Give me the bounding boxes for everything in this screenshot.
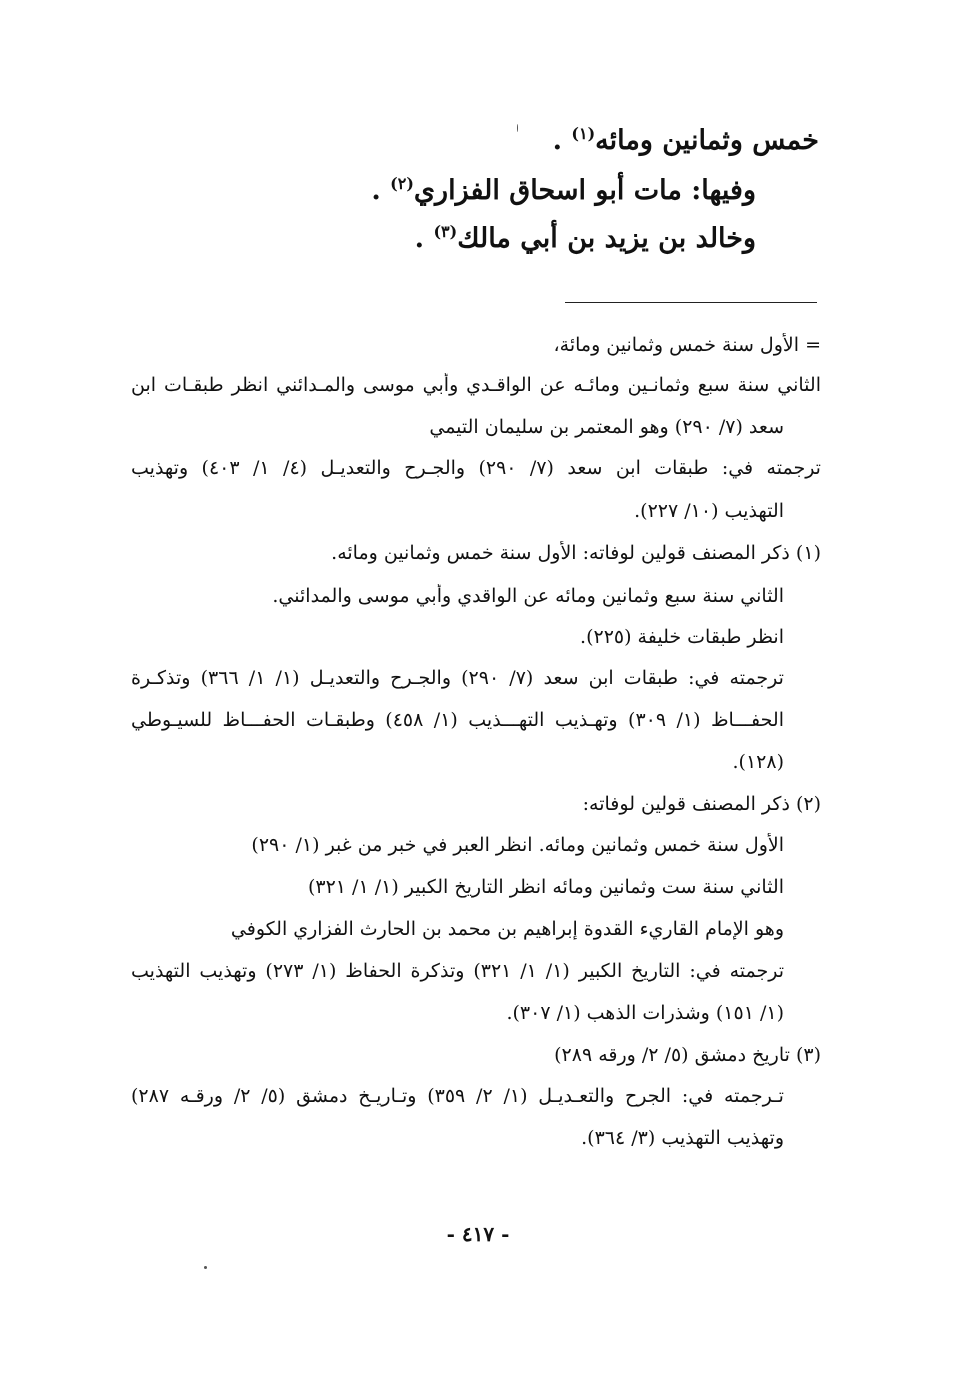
main-line-3 [415,206,756,265]
footnote-ref-2: (٢) [390,174,414,193]
fn1-line-6: (١٢٨). [732,751,784,773]
main-line-1-text: خمس وثمانين ومائه [595,125,819,156]
main-line-2-end: . [371,175,391,206]
scan-speck [204,1266,207,1269]
fn2-line-1: (٢) ذكر المصنف قولين لوفاته: [582,793,821,815]
main-line-1-end: . [552,125,572,156]
scan-speck [517,124,518,132]
fn3-line-3: وتهذيب التهذيب (٣/ ٣٦٤). [581,1127,784,1149]
fn-cont-line-2: الثاني سنة سبع وثمانـين ومائـه عن الواقـدي وأبي موسى والمـدائني انظر طبقـات ابن [131,374,821,396]
footnote-ref-3: (٣) [433,222,458,241]
main-line-3-end: . [414,223,434,254]
fn-cont-line-1: = الأول سنة خمس وثمانين ومائة، [553,334,821,356]
fn1-line-3: انظر طبقات خليفة (٢٢٥). [580,626,784,648]
fn1-line-2: الثاني سنة سبع وثمانين ومائه عن الواقدي وأبي موسى والمدائني. [272,585,784,607]
fn-cont-line-3: سعد (٧/ ٢٩٠) وهو المعتمر بن سليمان التيمي [429,416,784,438]
footnote-ref-1: (١) [571,124,596,143]
fn2-line-6: (١/ ١٥١) وشذرات الذهب (١/ ٣٠٧). [506,1002,784,1024]
fn3-line-2: تـرجمته في: الجرح والتعـديـل (١/ ٢/ ٣٥٩) وتـاريـخ دمشق (٥/ ٢/ ورقـه ٢٨٧) [131,1085,784,1107]
fn-cont-line-4: ترجمته في: طبقات ابن سعد (٧/ ٢٩٠) والجـرح والتعديـل (٤/ ١/ ٤٠٣) وتهذيب [131,457,821,479]
fn2-line-4: وهو الإمام القاريء القدوة إبراهيم بن محمد بن الحارث الفزاري الكوفي [230,918,784,940]
fn1-line-5: الحفـــاظ (١/ ٣٠٩) وتهـذيب التهـــذيب (١/ ٤٥٨) وطبقـات الحفـــاظ للسيـوطي [131,709,784,731]
fn2-line-3: الثاني سنة ست وثمانين ومائه انظر التاريخ الكبير (١/ ١/ ٣٢١) [307,876,784,898]
fn1-line-4: ترجمته في: طبقات ابن سعد (٧/ ٢٩٠) والجـرح والتعديـل (١/ ١/ ٣٦٦) وتذكـرة [131,667,784,689]
fn-cont-line-5: التهذيب (١٠/ ٢٢٧). [634,500,784,522]
footnote-separator [565,302,817,303]
page-number: - ٤١٧ - [446,1222,510,1246]
fn3-line-1: (٣) تاريخ دمشق (٥/ ٢/ ورقه ٢٨٩) [554,1044,821,1066]
fn2-line-2: الأول سنة خمس وثمانين ومائه. انظر العبر في خبر من غبر (١/ ٢٩٠) [251,834,784,856]
fn1-line-1: (١) ذكر المصنف قولين لوفاته: الأول سنة خمس وثمانين ومائه. [331,542,821,564]
main-line-2-text: وفيها: مات أبو اسحاق الفزاري [413,175,756,206]
fn2-line-5: ترجمته في: التاريخ الكبير (١/ ١/ ٣٢١) وتذكرة الحفاظ (١/ ٢٧٣) وتهذيب التهذيب [131,960,784,982]
main-line-3-text: وخالد بن يزيد بن أبي مالك [457,223,756,254]
